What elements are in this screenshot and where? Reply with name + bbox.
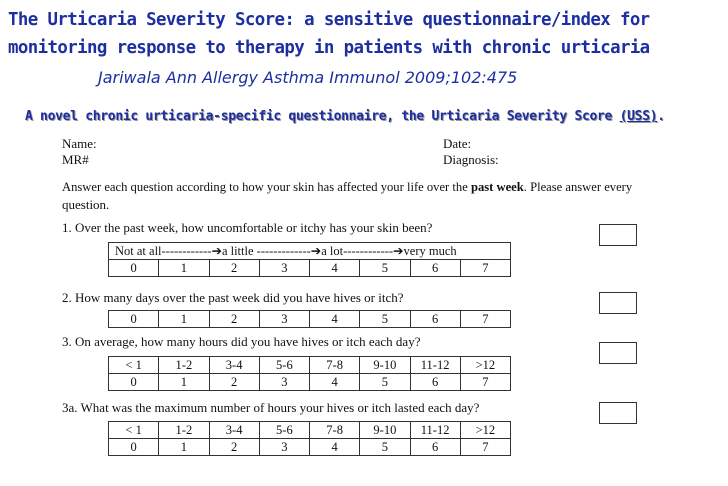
hours-label: < 1 <box>109 422 159 439</box>
name-label: Name: <box>62 136 97 151</box>
hours-label: >12 <box>460 422 510 439</box>
question-2: 2. How many days over the past week did you have hives or itch? <box>62 290 404 305</box>
hours-label: 11-12 <box>410 422 460 439</box>
scale-label: Not at all------------➔a little -------------➔a lot------------➔very much <box>109 243 511 260</box>
score-5[interactable]: 5 <box>360 311 410 328</box>
hours-label: 9-10 <box>360 357 410 374</box>
score-2[interactable]: 2 <box>209 311 259 328</box>
date-label: Date: <box>443 136 472 151</box>
score-0[interactable]: 0 <box>109 439 159 456</box>
hours-label: 5-6 <box>259 357 309 374</box>
score-7[interactable]: 7 <box>460 374 510 391</box>
hours-label: < 1 <box>109 357 159 374</box>
score-2[interactable]: 2 <box>209 439 259 456</box>
score-7[interactable]: 7 <box>460 439 510 456</box>
score-6[interactable]: 6 <box>410 311 460 328</box>
score-4[interactable]: 4 <box>310 439 360 456</box>
slide-title-line-1: The Urticaria Severity Score: a sensitive questionnaire/index for <box>8 10 650 30</box>
score-5[interactable]: 5 <box>360 260 410 277</box>
score-0[interactable]: 0 <box>109 374 159 391</box>
slide-title-line-2: monitoring response to therapy in patients with chronic urticaria <box>8 38 650 58</box>
hours-label: 7-8 <box>310 357 360 374</box>
question-3a: 3a. What was the maximum number of hours your hives or itch lasted each day? <box>62 400 480 415</box>
score-2[interactable]: 2 <box>209 260 259 277</box>
diagnosis-label: Diagnosis: <box>443 152 499 167</box>
question-2-scale <box>108 310 511 328</box>
question-3-scale <box>108 356 511 391</box>
hours-label: 1-2 <box>159 422 209 439</box>
answer-box-q2[interactable] <box>599 292 637 314</box>
hours-label: 9-10 <box>360 422 410 439</box>
question-3a-scale <box>108 421 511 456</box>
question-1: 1. Over the past week, how uncomfortable or itchy has your skin been? <box>62 220 433 235</box>
answer-box-q3a[interactable] <box>599 402 637 424</box>
score-1[interactable]: 1 <box>159 374 209 391</box>
score-5[interactable]: 5 <box>360 374 410 391</box>
hours-label: 3-4 <box>209 357 259 374</box>
score-7[interactable]: 7 <box>460 260 510 277</box>
score-1[interactable]: 1 <box>159 311 209 328</box>
score-2[interactable]: 2 <box>209 374 259 391</box>
hours-label: 7-8 <box>310 422 360 439</box>
mr-label: MR# <box>62 152 89 167</box>
hours-label: 11-12 <box>410 357 460 374</box>
instructions-line-2: question. <box>62 197 110 212</box>
score-4[interactable]: 4 <box>310 260 360 277</box>
score-4[interactable]: 4 <box>310 311 360 328</box>
score-6[interactable]: 6 <box>410 374 460 391</box>
score-3[interactable]: 3 <box>259 260 309 277</box>
score-5[interactable]: 5 <box>360 439 410 456</box>
citation: Jariwala Ann Allergy Asthma Immunol 2009;102:475 <box>98 68 518 87</box>
slide-subtitle: A novel chronic urticaria-specific questionnaire, the Urticaria Severity Score (USS). <box>25 109 665 124</box>
score-7[interactable]: 7 <box>460 311 510 328</box>
score-6[interactable]: 6 <box>410 439 460 456</box>
hours-label: >12 <box>460 357 510 374</box>
hours-label: 5-6 <box>259 422 309 439</box>
instructions: Answer each question according to how your skin has affected your life over the past week. Please answer every <box>62 180 633 194</box>
score-1[interactable]: 1 <box>159 260 209 277</box>
answer-box-q3[interactable] <box>599 342 637 364</box>
score-3[interactable]: 3 <box>259 374 309 391</box>
hours-label: 1-2 <box>159 357 209 374</box>
answer-box-q1[interactable] <box>599 224 637 246</box>
score-0[interactable]: 0 <box>109 311 159 328</box>
score-0[interactable]: 0 <box>109 260 159 277</box>
score-3[interactable]: 3 <box>259 439 309 456</box>
hours-label: 3-4 <box>209 422 259 439</box>
score-3[interactable]: 3 <box>259 311 309 328</box>
question-3: 3. On average, how many hours did you have hives or itch each day? <box>62 334 421 349</box>
score-6[interactable]: 6 <box>410 260 460 277</box>
question-1-scale <box>108 242 511 277</box>
score-1[interactable]: 1 <box>159 439 209 456</box>
score-4[interactable]: 4 <box>310 374 360 391</box>
